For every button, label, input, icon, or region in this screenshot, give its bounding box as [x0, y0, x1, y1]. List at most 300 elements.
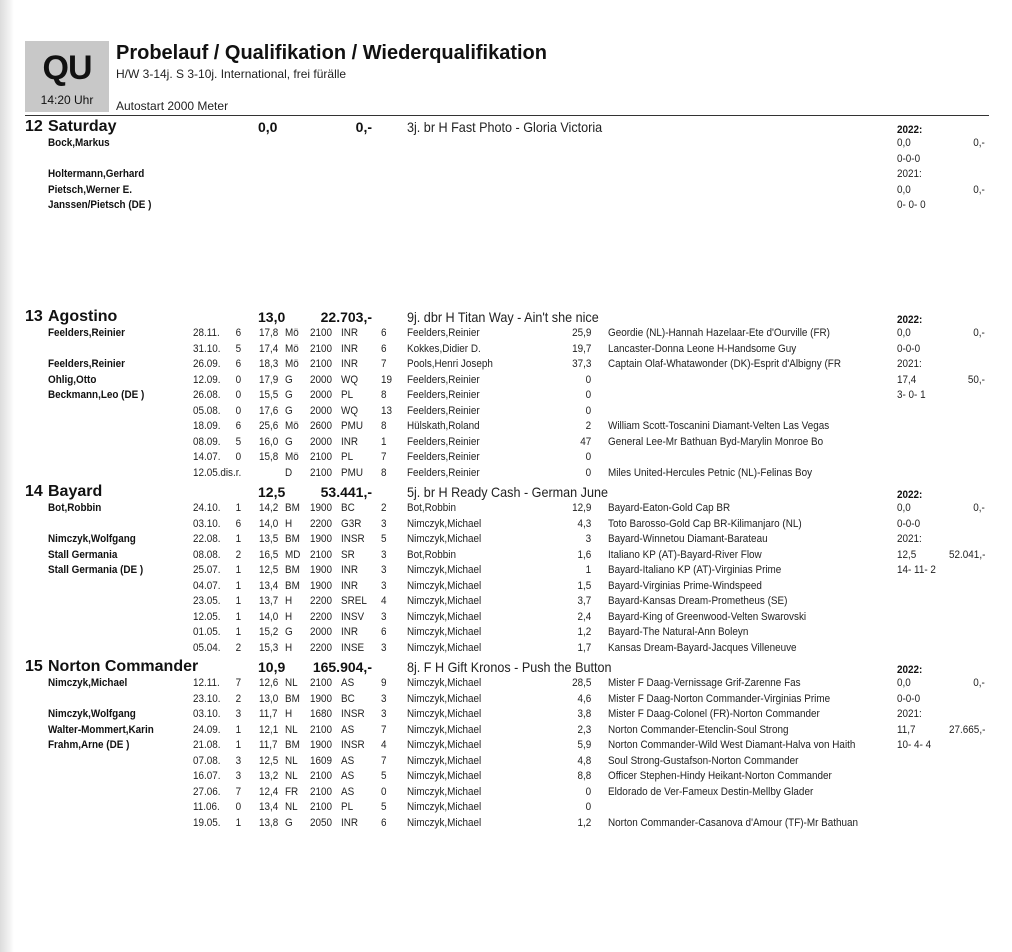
race-track: BM [285, 692, 300, 705]
stats-label: 0-0-0 [897, 152, 921, 165]
race-result-horses: Bayard-Kansas Dream-Prometheus (SE) [608, 595, 788, 607]
race-place: 1 [235, 626, 241, 638]
race-start-number: 8 [381, 466, 387, 479]
race-row [0, 641, 1012, 657]
race-result-horses: Bayard-The Natural-Ann Boleyn [608, 626, 749, 638]
race-track: G [285, 373, 293, 386]
race-time: 14:20 Uhr [40, 93, 94, 107]
race-odds: 3,7 [577, 595, 591, 607]
race-type: INR [341, 626, 359, 638]
race-place: 0 [235, 451, 241, 463]
race-place: 0 [235, 404, 241, 417]
race-date: 12.05. [193, 466, 221, 479]
race-start-number: 3 [381, 641, 387, 654]
race-type: INSR [341, 533, 365, 545]
race-odds: 0 [585, 785, 591, 798]
race-result-horses: Soul Strong-Gustafson-Norton Commander [608, 754, 799, 767]
race-driver: Bot,Robbin [407, 502, 456, 514]
race-type: SR [341, 548, 355, 561]
race-type: G3R [341, 517, 362, 530]
race-start-number: 2 [381, 502, 387, 514]
race-date: 12.05. [193, 610, 221, 623]
person-name: Frahm,Arne (DE ) [48, 739, 130, 751]
person-name: Walter-Mommert,Karin [48, 723, 154, 736]
race-date: 03.10. [193, 708, 221, 720]
race-row [0, 563, 1012, 579]
race-row [0, 548, 1012, 564]
race-row [0, 373, 1012, 389]
stats-year-label: 2022: [897, 124, 923, 136]
race-type: PMU [341, 420, 364, 432]
race-result-horses: Mister F Daag-Vernissage Grif-Zarenne Fas [608, 677, 801, 689]
stats-label: 0,0 [897, 137, 911, 149]
race-track: Mö [285, 358, 299, 370]
race-odds: 2,3 [577, 723, 591, 736]
race-track: NL [285, 723, 298, 736]
race-track: NL [285, 770, 298, 782]
race-type: BC [341, 692, 355, 705]
race-odds: 4,6 [577, 692, 591, 705]
race-row [0, 625, 1012, 641]
race-driver: Nimczyk,Michael [407, 641, 482, 654]
race-start-number: 4 [381, 595, 387, 607]
race-date: 31.10. [193, 342, 221, 355]
race-type: WQ [341, 373, 359, 386]
race-row [0, 738, 1012, 754]
race-track: BM [285, 579, 300, 592]
race-start-number: 3 [381, 564, 387, 576]
race-time: 14,0 [259, 610, 279, 623]
horse-name: Bayard [48, 483, 103, 500]
race-time: 25,6 [259, 420, 279, 432]
stats-year-label: 2022: [897, 314, 923, 326]
race-date: 12.11. [193, 677, 220, 689]
race-date: 21.08. [193, 739, 221, 751]
race-odds: 0 [585, 404, 591, 417]
race-type: INR [341, 327, 359, 339]
race-type: BC [341, 502, 355, 514]
horse-number: 13 [25, 308, 43, 325]
race-start-number: 1 [381, 435, 387, 448]
race-odds: 12,9 [571, 502, 591, 514]
person-name: Nimczyk,Wolfgang [48, 533, 136, 545]
race-place: 1 [235, 564, 241, 576]
race-row [0, 532, 1012, 548]
race-start-number: 3 [381, 517, 387, 530]
race-track: MD [285, 548, 301, 561]
horse-earnings: 165.904,- [312, 659, 372, 675]
stats-label: 2021: [897, 533, 922, 545]
race-place: 6 [235, 517, 241, 530]
race-result-horses: Bayard-Italiano KP (AT)-Virginias Prime [608, 564, 782, 576]
race-start-number: 7 [381, 358, 387, 370]
race-type: INR [341, 579, 359, 592]
race-place: 1 [235, 610, 241, 623]
race-distance: 1900 [310, 579, 333, 592]
race-time: 17,9 [259, 373, 279, 386]
race-time: 12,1 [259, 723, 279, 736]
race-start-number: 3 [381, 579, 387, 592]
race-track: H [285, 610, 293, 623]
race-type: AS [341, 723, 355, 736]
race-place: 1 [235, 502, 241, 514]
race-result-horses: Captain Olaf-Whatawonder (DK)-Esprit d'Albigny (FR [608, 358, 841, 370]
stats-year-label: 2022: [897, 489, 923, 501]
race-date: 27.06. [193, 785, 221, 798]
race-time: 14,0 [259, 517, 279, 530]
race-start-number: 6 [381, 626, 387, 638]
stats-value: 0,- [973, 183, 985, 196]
race-odds: 37,3 [571, 358, 591, 370]
horse-name: Saturday [48, 118, 117, 135]
race-odds: 3 [585, 533, 591, 545]
race-distance: 2100 [310, 451, 333, 463]
race-date: 25.07. [193, 564, 221, 576]
race-start-number: 3 [381, 708, 387, 720]
race-track: Mö [285, 420, 299, 432]
race-odds: 2,4 [577, 610, 591, 623]
race-type: PMU [341, 466, 364, 479]
race-row [0, 800, 1012, 816]
race-distance: 2100 [310, 677, 333, 689]
race-track: BM [285, 739, 300, 751]
race-track: G [285, 404, 293, 417]
race-result-horses: Geordie (NL)-Hannah Hazelaar-Ete d'Ourville (FR) [608, 327, 830, 339]
race-driver: Nimczyk,Michael [407, 723, 482, 736]
race-time: 11,7 [259, 708, 278, 720]
race-driver: Nimczyk,Michael [407, 533, 482, 545]
race-code: QU [42, 49, 92, 87]
race-distance: 2000 [310, 435, 333, 448]
race-row [0, 388, 1012, 404]
race-odds: 0 [585, 373, 591, 386]
race-track: G [285, 389, 293, 401]
race-result-horses: Mister F Daag-Norton Commander-Virginias Prime [608, 692, 831, 705]
horse-record: 10,9 [258, 659, 286, 675]
race-driver: Nimczyk,Michael [407, 801, 482, 813]
race-place: 1 [235, 595, 241, 607]
race-place: 7 [235, 677, 241, 689]
stats-label: 2021: [897, 168, 922, 180]
race-distance: 2100 [310, 548, 333, 561]
race-odds: 8,8 [577, 770, 591, 782]
race-start-number: 5 [381, 770, 387, 782]
race-odds: 0 [585, 389, 591, 401]
race-row [0, 342, 1012, 358]
race-start-number: 19 [381, 373, 393, 386]
race-start-number: 8 [381, 389, 387, 401]
race-type: INSR [341, 739, 365, 751]
race-place: 2 [235, 548, 241, 561]
race-row [0, 501, 1012, 517]
race-driver: Nimczyk,Michael [407, 692, 482, 705]
race-driver: Nimczyk,Michael [407, 595, 482, 607]
race-time: 12,5 [259, 564, 279, 576]
stats-label: 0- 0- 0 [897, 199, 926, 211]
race-track: D [285, 466, 293, 479]
race-result-horses: Miles United-Hercules Petnic (NL)-Felinas Boy [608, 466, 813, 479]
race-time: 13,5 [259, 533, 279, 545]
race-type: INR [341, 564, 359, 576]
race-distance: 2100 [310, 327, 333, 339]
race-place: 2 [235, 692, 241, 705]
race-track: Mö [285, 451, 299, 463]
stats-label: 0-0-0 [897, 517, 921, 530]
person-name: Bock,Markus [48, 137, 110, 149]
stats-label: 0,0 [897, 183, 911, 196]
race-driver: Feelders,Reinier [407, 327, 480, 339]
race-driver: Nimczyk,Michael [407, 785, 482, 798]
race-start-number: 13 [381, 404, 393, 417]
race-time: 11,7 [259, 739, 278, 751]
race-date: 19.05. [193, 816, 221, 829]
horse-pedigree: 3j. br H Fast Photo - Gloria Victoria [407, 119, 603, 135]
race-driver: Hülskath,Roland [407, 420, 480, 432]
race-type: AS [341, 754, 355, 767]
race-date: 07.08. [193, 754, 221, 767]
race-date: 05.08. [193, 404, 221, 417]
horse-earnings: 53.441,- [320, 484, 372, 500]
race-odds: 28,5 [571, 677, 591, 689]
race-place: 6 [235, 327, 241, 339]
race-conditions: H/W 3-14j. S 3-10j. International, frei fürälle [116, 67, 347, 81]
race-result-horses: Norton Commander-Wild West Diamant-Halva von Haith [608, 739, 856, 751]
race-date: 05.04. [193, 641, 221, 654]
race-odds: 1,2 [577, 626, 591, 638]
race-code-box [25, 41, 109, 112]
race-odds: 19,7 [571, 342, 591, 355]
race-type: INSR [341, 708, 365, 720]
race-result-horses: Bayard-King of Greenwood-Velten Swarovski [608, 610, 807, 623]
race-date: 23.05. [193, 595, 221, 607]
race-place: 0 [235, 801, 241, 813]
race-result-horses: Officer Stephen-Hindy Heikant-Norton Commander [608, 770, 832, 782]
race-date: 08.08. [193, 548, 221, 561]
race-place: 7 [235, 785, 241, 798]
race-distance: 2200 [310, 610, 333, 623]
race-driver: Nimczyk,Michael [407, 739, 482, 751]
race-date: 24.09. [193, 723, 221, 736]
race-time: 12,6 [259, 677, 279, 689]
race-odds: 4,3 [577, 517, 591, 530]
race-start-number: 7 [381, 723, 387, 736]
stats-label: 2021: [897, 708, 922, 720]
race-row [0, 754, 1012, 770]
race-distance: 1609 [310, 754, 333, 767]
horse-name: Agostino [48, 308, 118, 325]
person-name: Feelders,Reinier [48, 358, 126, 370]
horse-earnings: 0,- [355, 119, 372, 135]
person-name: Nimczyk,Michael [48, 677, 128, 689]
race-place: 3 [235, 770, 241, 782]
race-distance: 2600 [310, 420, 333, 432]
race-type: AS [341, 770, 355, 782]
race-distance: 2100 [310, 358, 333, 370]
race-date: 01.05. [193, 626, 221, 638]
race-track: BM [285, 533, 300, 545]
race-place: 1 [235, 579, 241, 592]
race-place: 0 [235, 389, 241, 401]
stats-year-label: 2022: [897, 664, 923, 676]
person-name: Bot,Robbin [48, 502, 102, 514]
race-row [0, 692, 1012, 708]
race-odds: 0 [585, 466, 591, 479]
stats-label: 17,4 [897, 373, 917, 386]
race-time: 15,2 [259, 626, 279, 638]
race-type: AS [341, 785, 355, 798]
horse-number: 12 [25, 118, 43, 135]
person-name: Holtermann,Gerhard [48, 168, 145, 180]
race-time: 15,3 [259, 641, 279, 654]
race-driver: Nimczyk,Michael [407, 770, 482, 782]
race-time: 13,4 [259, 801, 279, 813]
race-type: INR [341, 816, 359, 829]
stats-label: 0,0 [897, 327, 911, 339]
race-driver: Nimczyk,Michael [407, 708, 482, 720]
race-date: 26.09. [193, 358, 221, 370]
stats-value: 50,- [967, 373, 985, 386]
race-time: 13,8 [259, 816, 279, 829]
race-type: INR [341, 358, 359, 370]
race-time: 16,5 [259, 548, 279, 561]
race-start-number: 4 [381, 739, 387, 751]
race-odds: 1,7 [577, 641, 591, 654]
race-date: 23.10. [193, 692, 221, 705]
race-place: dis.r. [220, 466, 241, 479]
race-place: 1 [235, 533, 241, 545]
race-result-horses: Kansas Dream-Bayard-Jacques Villeneuve [608, 641, 797, 654]
race-distance: 2100 [310, 342, 333, 355]
race-place: 3 [235, 708, 241, 720]
race-date: 24.10. [193, 502, 221, 514]
race-track: Mö [285, 342, 299, 355]
race-odds: 0 [585, 801, 591, 813]
race-odds: 0 [585, 451, 591, 463]
person-name: Janssen/Pietsch (DE ) [48, 199, 152, 211]
stats-value: 0,- [973, 677, 985, 689]
horse-number: 15 [25, 658, 43, 675]
race-driver: Feelders,Reinier [407, 373, 480, 386]
race-date: 08.09. [193, 435, 221, 448]
race-start-number: 7 [381, 451, 387, 463]
race-place: 1 [235, 739, 241, 751]
race-date: 22.08. [193, 533, 221, 545]
race-type: AS [341, 677, 355, 689]
race-track: NL [285, 754, 298, 767]
race-distance: 2000 [310, 373, 333, 386]
race-track: G [285, 816, 293, 829]
race-odds: 47 [579, 435, 591, 448]
race-distance: 2000 [310, 626, 333, 638]
person-name: Pietsch,Werner E. [48, 183, 133, 196]
race-row [0, 357, 1012, 373]
race-distance: 2100 [310, 770, 333, 782]
race-time: 12,4 [259, 785, 279, 798]
race-start-number: 3 [381, 692, 387, 705]
horse-earnings: 22.703,- [320, 309, 372, 325]
header-divider [25, 115, 989, 116]
race-type: INR [341, 342, 359, 355]
person-name: Feelders,Reinier [48, 327, 126, 339]
race-track: NL [285, 801, 298, 813]
race-odds: 5,9 [577, 739, 591, 751]
race-row [0, 450, 1012, 466]
race-result-horses: Eldorado de Ver-Fameux Destin-Mellby Glader [608, 785, 814, 798]
stats-value: 52.041,- [948, 548, 985, 561]
race-time: 18,3 [259, 358, 279, 370]
horse-name: Norton Commander [48, 658, 199, 675]
race-start-number: 3 [381, 548, 387, 561]
person-name: Beckmann,Leo (DE ) [48, 389, 145, 401]
race-driver: Nimczyk,Michael [407, 816, 482, 829]
race-time: 13,0 [259, 692, 279, 705]
horse-number: 14 [25, 483, 43, 500]
race-type: PL [341, 451, 354, 463]
race-place: 5 [235, 342, 241, 355]
race-place: 1 [235, 723, 241, 736]
race-track: G [285, 435, 293, 448]
stats-label: 0,0 [897, 502, 911, 514]
race-start-number: 7 [381, 754, 387, 767]
race-date: 14.07. [193, 451, 221, 463]
race-distance: 2100 [310, 723, 333, 736]
race-type: WQ [341, 404, 359, 417]
race-driver: Bot,Robbin [407, 548, 456, 561]
race-distance: 2100 [310, 466, 333, 479]
race-driver: Feelders,Reinier [407, 451, 480, 463]
race-odds: 25,9 [571, 327, 591, 339]
race-odds: 2 [585, 420, 591, 432]
race-time: 17,8 [259, 327, 279, 339]
race-start-number: 6 [381, 327, 387, 339]
race-track: NL [285, 677, 298, 689]
horse-pedigree: 9j. dbr H Titan Way - Ain't she nice [407, 309, 599, 325]
race-time: 13,7 [259, 595, 279, 607]
race-track: H [285, 641, 293, 654]
race-odds: 1,2 [577, 816, 591, 829]
race-result-horses: William Scott-Toscanini Diamant-Velten Las Vegas [608, 420, 830, 432]
race-date: 26.08. [193, 389, 221, 401]
race-track: H [285, 595, 293, 607]
race-row [0, 785, 1012, 801]
race-place: 5 [235, 435, 241, 448]
person-name: Ohlig,Otto [48, 373, 97, 386]
race-type: PL [341, 801, 354, 813]
race-distance: 1900 [310, 692, 333, 705]
stats-label: 0-0-0 [897, 342, 921, 355]
race-distance: 2050 [310, 816, 333, 829]
race-date: 16.07. [193, 770, 221, 782]
race-time: 16,0 [259, 435, 279, 448]
race-row [0, 610, 1012, 626]
race-driver: Feelders,Reinier [407, 435, 480, 448]
race-driver: Feelders,Reinier [407, 389, 480, 401]
race-start-number: 0 [381, 785, 387, 798]
race-row [0, 404, 1012, 420]
race-row [0, 723, 1012, 739]
race-time: 13,4 [259, 579, 279, 592]
race-result-horses: Bayard-Winnetou Diamant-Barateau [608, 533, 768, 545]
race-place: 1 [235, 816, 241, 829]
race-time: 12,5 [259, 754, 279, 767]
race-start-number: 9 [381, 677, 387, 689]
race-distance: 2000 [310, 389, 333, 401]
horse-pedigree: 8j. F H Gift Kronos - Push the Button [407, 659, 612, 675]
race-distance: 2200 [310, 517, 333, 530]
race-odds: 1,6 [577, 548, 591, 561]
race-start-number: 5 [381, 801, 387, 813]
race-row [0, 769, 1012, 785]
